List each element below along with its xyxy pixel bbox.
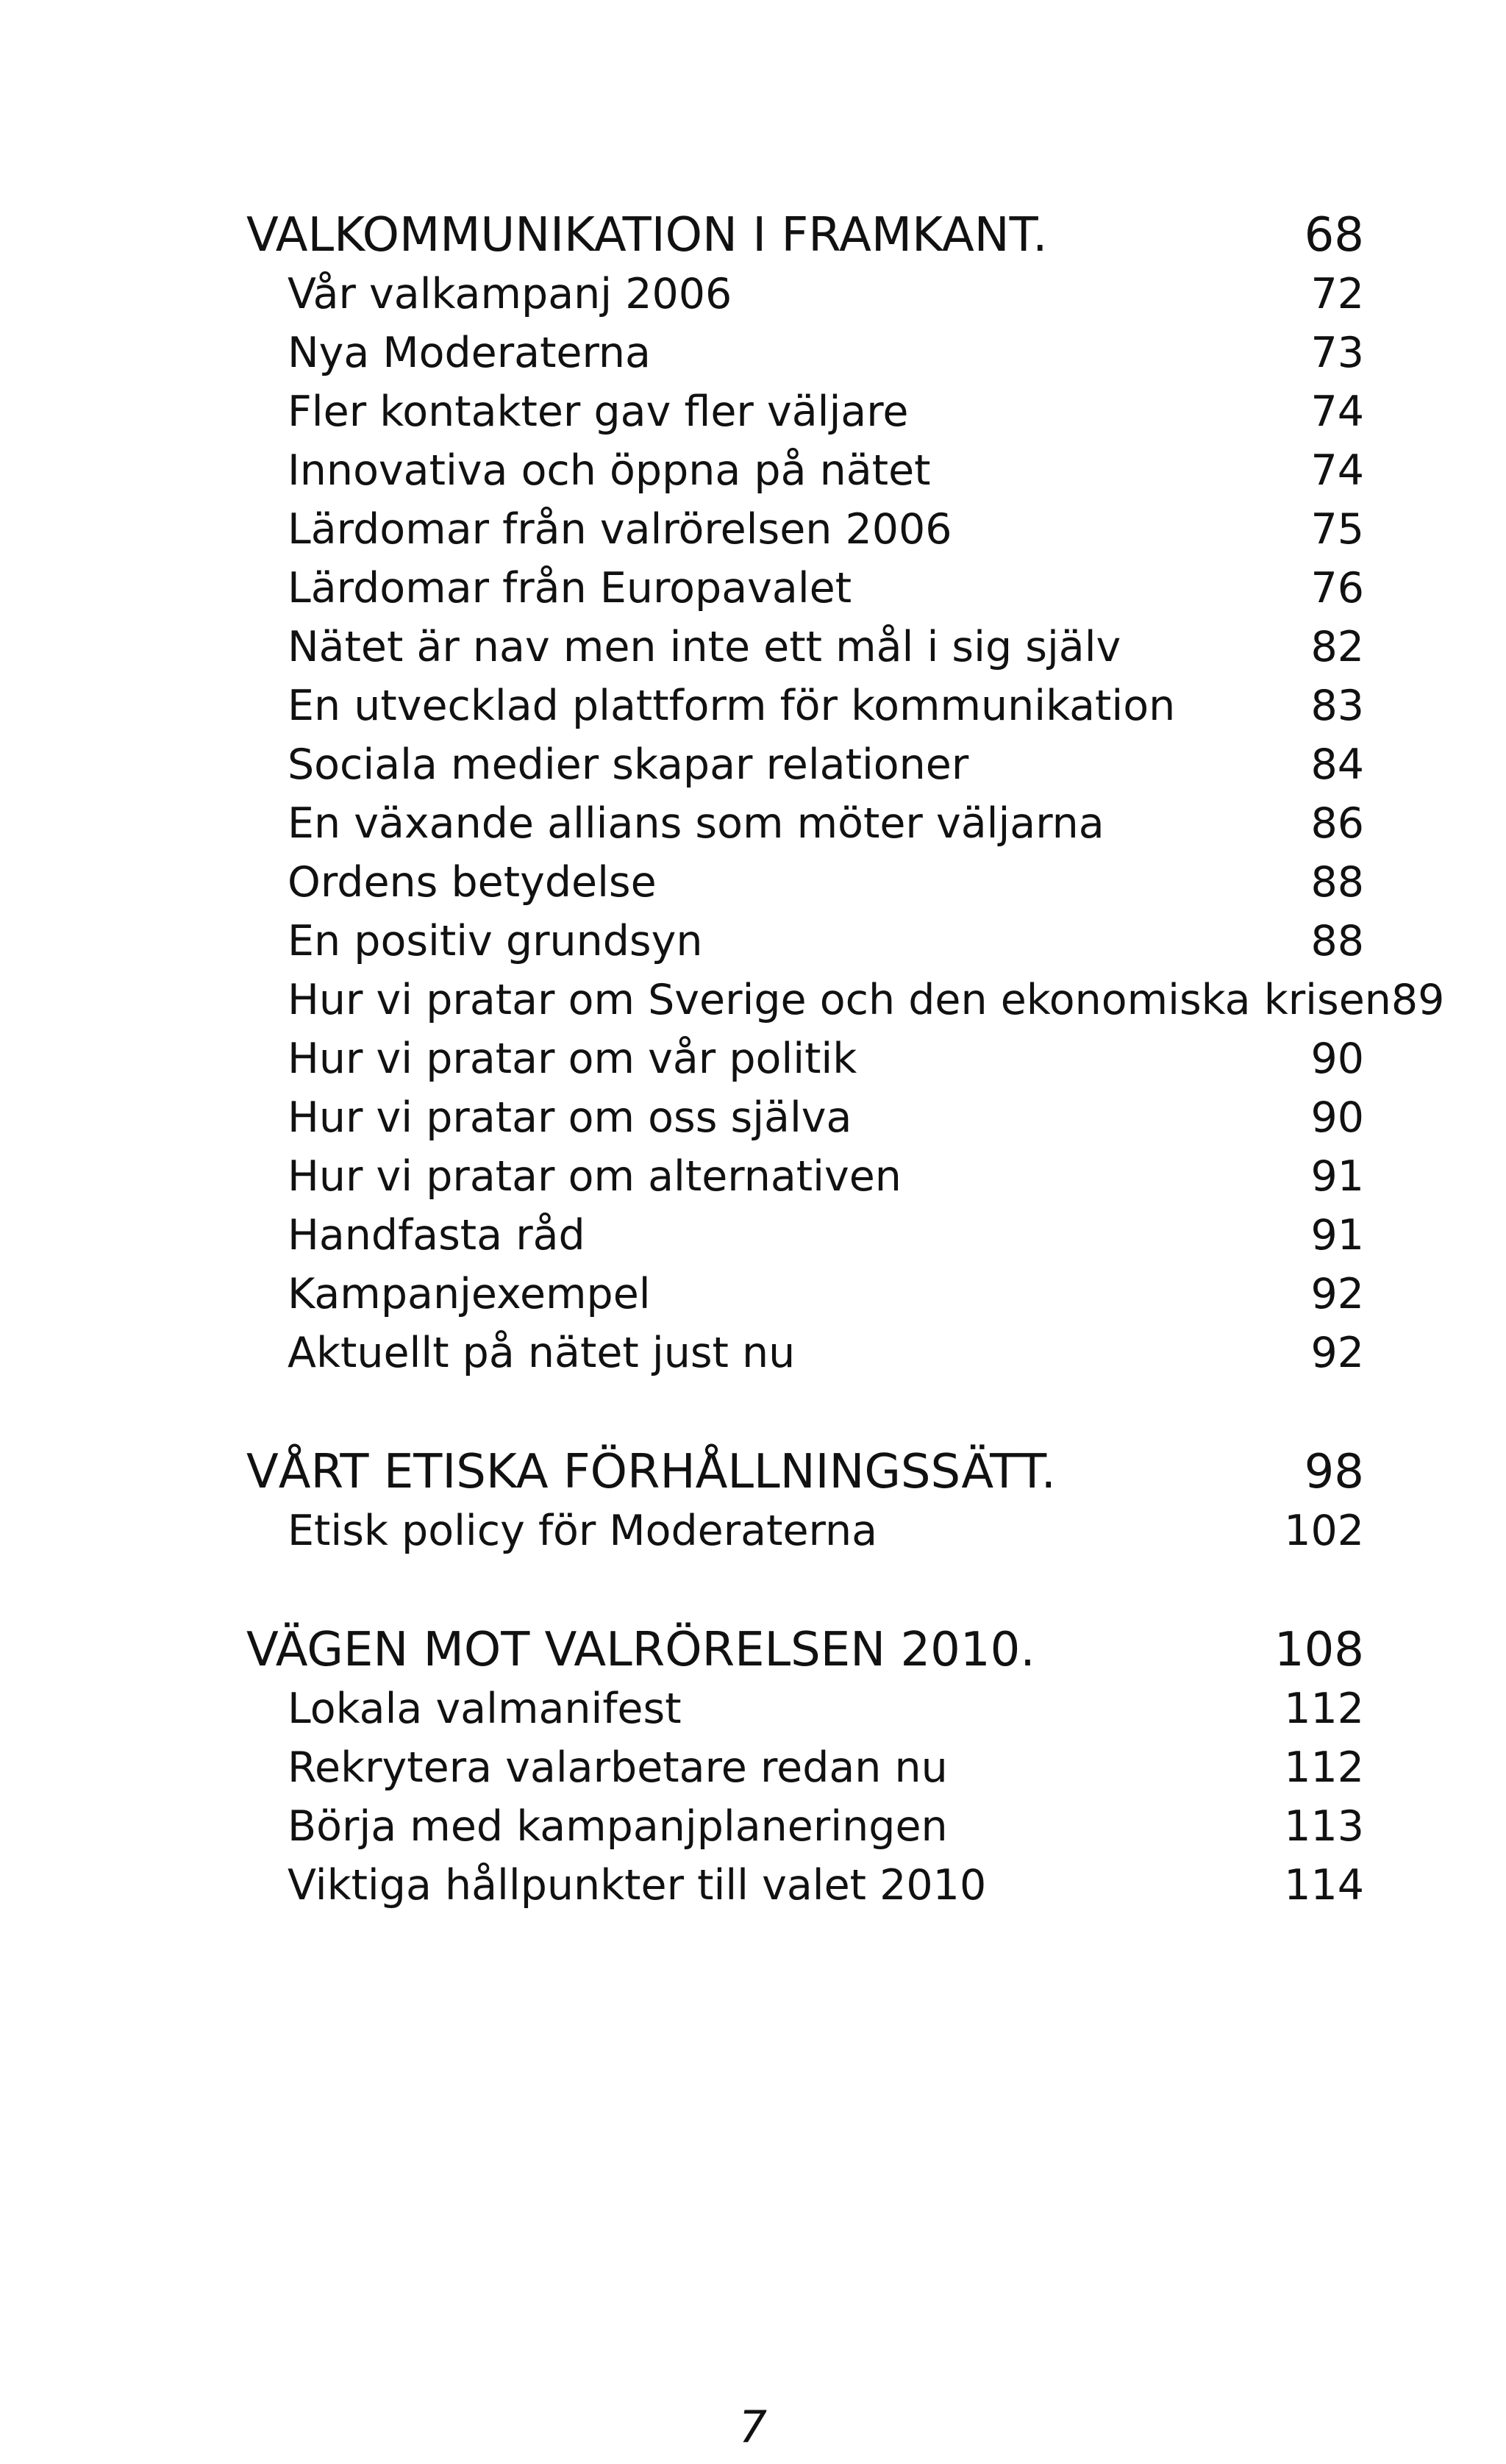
entry-title: Lärdomar från Europavalet bbox=[288, 564, 852, 613]
entry-title: En positiv grundsyn bbox=[288, 917, 703, 965]
entry-title: Fler kontakter gav fler väljare bbox=[288, 388, 909, 436]
entry-title: Hur vi pratar om vår politik bbox=[288, 1035, 857, 1083]
toc-entry bbox=[246, 1856, 1364, 1915]
entry-title: Hur vi pratar om Sverige och den ekonomiska krisen bbox=[288, 976, 1391, 1024]
entry-page-number: 90 bbox=[1310, 1035, 1364, 1083]
entry-title: Innovativa och öppna på nätet bbox=[288, 446, 931, 495]
section-title: VÅRT ETISKA FÖRHÅLLNINGSSÄTT. bbox=[246, 1445, 1056, 1499]
toc-section-heading bbox=[246, 206, 1364, 265]
toc-entry bbox=[246, 1147, 1364, 1206]
toc-entry bbox=[246, 382, 1364, 441]
toc-entry bbox=[246, 735, 1364, 794]
toc-section-valrorelsen-2010 bbox=[246, 1621, 1364, 1915]
toc-entry bbox=[246, 618, 1364, 676]
section-page-number: 98 bbox=[1304, 1445, 1364, 1499]
entry-title: Börja med kampanjplaneringen bbox=[288, 1802, 948, 1851]
toc-entry bbox=[246, 265, 1364, 324]
entry-title: Sociala medier skapar relationer bbox=[288, 740, 969, 789]
entry-title: Ordens betydelse bbox=[288, 858, 657, 907]
toc-entry bbox=[246, 794, 1364, 853]
toc-entry bbox=[246, 1501, 1364, 1560]
toc-entry bbox=[246, 1029, 1364, 1088]
entry-page-number: 92 bbox=[1310, 1329, 1364, 1377]
entry-title: Nätet är nav men inte ett mål i sig själv bbox=[288, 623, 1121, 671]
entry-title: En växande allians som möter väljarna bbox=[288, 799, 1104, 848]
entry-page-number: 86 bbox=[1310, 799, 1364, 848]
toc-entry bbox=[246, 1206, 1364, 1265]
entry-title: Etisk policy för Moderaterna bbox=[288, 1507, 878, 1555]
section-title: VALKOMMUNIKATION I FRAMKANT. bbox=[246, 208, 1048, 263]
entry-title: Viktiga hållpunkter till valet 2010 bbox=[288, 1861, 987, 1910]
entry-page-number: 88 bbox=[1310, 917, 1364, 965]
toc-entry bbox=[246, 1797, 1364, 1856]
section-page-number: 68 bbox=[1304, 208, 1364, 263]
section-title: VÄGEN MOT VALRÖRELSEN 2010. bbox=[246, 1623, 1035, 1677]
toc-section-etiska bbox=[246, 1443, 1364, 1560]
entry-title: Vår valkampanj 2006 bbox=[288, 270, 732, 318]
toc-entry bbox=[246, 1679, 1364, 1738]
entry-page-number: 76 bbox=[1310, 564, 1364, 613]
entry-page-number: 83 bbox=[1310, 682, 1364, 730]
toc-entry bbox=[246, 559, 1364, 618]
entry-page-number: 72 bbox=[1310, 270, 1364, 318]
toc-entry bbox=[246, 324, 1364, 382]
entry-title: Hur vi pratar om alternativen bbox=[288, 1152, 902, 1201]
entry-page-number: 112 bbox=[1284, 1685, 1364, 1733]
entry-page-number: 91 bbox=[1310, 1211, 1364, 1260]
entry-title: Handfasta råd bbox=[288, 1211, 585, 1260]
page-number: 7 bbox=[738, 2401, 768, 2453]
toc-section-heading bbox=[246, 1621, 1364, 1679]
entry-title: Aktuellt på nätet just nu bbox=[288, 1329, 796, 1377]
entry-page-number: 92 bbox=[1310, 1270, 1364, 1318]
entry-title: Lokala valmanifest bbox=[288, 1685, 682, 1733]
entry-page-number: 84 bbox=[1310, 740, 1364, 789]
entry-title: Kampanjexempel bbox=[288, 1270, 651, 1318]
entry-page-number: 102 bbox=[1284, 1507, 1364, 1555]
entry-title: En utvecklad plattform för kommunikation bbox=[288, 682, 1176, 730]
toc-entry bbox=[246, 853, 1364, 912]
toc-section-valkommunikation bbox=[246, 206, 1445, 1382]
entry-page-number: 90 bbox=[1310, 1093, 1364, 1142]
entry-title: Hur vi pratar om oss själva bbox=[288, 1093, 852, 1142]
entry-page-number: 112 bbox=[1284, 1743, 1364, 1792]
entry-page-number: 73 bbox=[1310, 329, 1364, 377]
entry-page-number: 75 bbox=[1310, 505, 1364, 554]
section-page-number: 108 bbox=[1274, 1623, 1364, 1677]
toc-entry bbox=[246, 441, 1364, 500]
entry-page-number: 89 bbox=[1391, 976, 1445, 1024]
entry-page-number: 114 bbox=[1284, 1861, 1364, 1910]
entry-page-number: 82 bbox=[1310, 623, 1364, 671]
entry-title: Lärdomar från valrörelsen 2006 bbox=[288, 505, 952, 554]
entry-page-number: 91 bbox=[1310, 1152, 1364, 1201]
toc-entry bbox=[246, 1265, 1364, 1324]
entry-page-number: 74 bbox=[1310, 446, 1364, 495]
entry-page-number: 113 bbox=[1284, 1802, 1364, 1851]
table-of-contents bbox=[246, 206, 1445, 1915]
entry-page-number: 74 bbox=[1310, 388, 1364, 436]
toc-entry bbox=[246, 500, 1364, 559]
toc-entry bbox=[246, 912, 1364, 971]
toc-section-heading bbox=[246, 1443, 1364, 1501]
entry-title: Rekrytera valarbetare redan nu bbox=[288, 1743, 948, 1792]
entry-page-number: 88 bbox=[1310, 858, 1364, 907]
toc-entry bbox=[246, 1324, 1364, 1382]
toc-entry bbox=[246, 1738, 1364, 1797]
toc-entry bbox=[246, 971, 1445, 1029]
toc-entry bbox=[246, 1088, 1364, 1147]
toc-entry bbox=[246, 676, 1364, 735]
entry-title: Nya Moderaterna bbox=[288, 329, 651, 377]
